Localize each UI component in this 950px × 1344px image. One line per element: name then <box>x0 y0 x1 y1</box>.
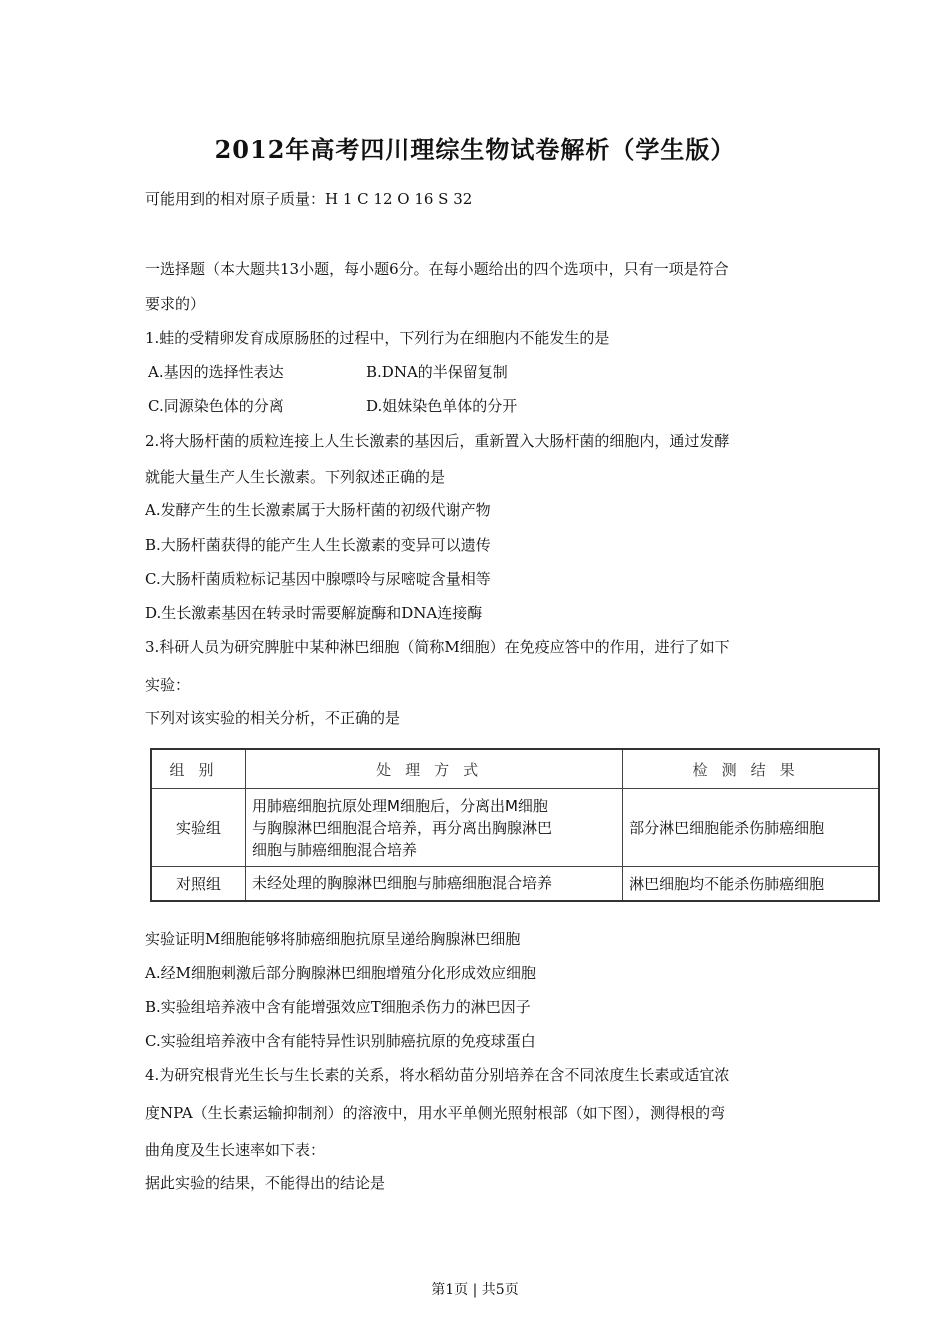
q2-stem-line2: 就能大量生产人生长激素。下列叙述正确的是 <box>145 468 446 486</box>
q1-option-c: C.同源染色体的分离 <box>148 397 284 415</box>
q2-option-d: D.生长激素基因在转录时需要解旋酶和DNA连接酶 <box>145 604 483 622</box>
q4-stem-line3: 曲角度及生长速率如下表： <box>145 1141 326 1159</box>
header-result: 检测结果 <box>623 749 879 789</box>
table-row <box>151 867 879 901</box>
q2-option-b: B.大肠杆菌获得的能产生人生长激素的变异可以遗传 <box>145 536 491 554</box>
q4-stem-line1: 4.为研究根背光生长与生长素的关系，将水稻幼苗分别培养在含不同浓度生长素或适宜浓 <box>145 1066 730 1084</box>
q3-option-c: C.实验组培养液中含有能特异性识别肺癌抗原的免疫球蛋白 <box>145 1032 536 1050</box>
q1-option-a: A.基因的选择性表达 <box>148 363 284 381</box>
q4-stem-line2: 度NPA（生长素运输抑制剂）的溶液中，用水平单侧光照射根部（如下图），测得根的弯 <box>145 1104 726 1122</box>
process-line: 用肺癌细胞抗原处理M细胞后，分离出M细胞 <box>252 796 548 815</box>
header-process: 处理方式 <box>246 749 623 789</box>
q3-option-a: A.经M细胞刺激后部分胸腺淋巴细胞增殖分化形成效应细胞 <box>145 964 536 982</box>
page-footer: 第1页 | 共5页 <box>431 1282 519 1298</box>
q3-stem-line1: 3.科研人员为研究脾脏中某种淋巴细胞（简称M细胞）在免疫应答中的作用，进行了如下 <box>145 638 730 656</box>
q2-stem-line1: 2.将大肠杆菌的质粒连接上人生长激素的基因后，重新置入大肠杆菌的细胞内，通过发酵 <box>145 432 730 450</box>
q4-stem-line4: 据此实验的结果，不能得出的结论是 <box>145 1174 386 1192</box>
q1-stem: 1.蛙的受精卵发育成原肠胚的过程中，下列行为在细胞内不能发生的是 <box>145 329 610 347</box>
row-result: 淋巴细胞均不能杀伤肺癌细胞 <box>623 867 879 901</box>
q2-option-a: A.发酵产生的生长激素属于大肠杆菌的初级代谢产物 <box>145 501 491 519</box>
table-header-row <box>151 749 879 789</box>
q1-option-d: D.姐妹染色单体的分开 <box>366 397 518 415</box>
process-line: 与胸腺淋巴细胞混合培养，再分离出胸腺淋巴 <box>252 818 553 837</box>
row-process <box>246 789 623 867</box>
process-line: 未经处理的胸腺淋巴细胞与肺癌细胞混合培养 <box>252 874 553 893</box>
experiment-table <box>150 748 880 902</box>
table-row <box>151 789 879 867</box>
q3-stem-line3: 下列对该实验的相关分析，不正确的是 <box>145 709 401 727</box>
q1-option-b: B.DNA的半保留复制 <box>366 363 508 381</box>
q3-stem-line2: 实验： <box>145 676 191 694</box>
section-instruction-line1: 一选择题（本大题共13小题，每小题6分。在每小题给出的四个选项中，只有一项是符合 <box>145 260 729 278</box>
row-group: 对照组 <box>151 867 246 901</box>
page-title: 2012年高考四川理综生物试卷解析（学生版） <box>214 135 736 164</box>
section-instruction-line2: 要求的） <box>145 295 206 313</box>
header-group: 组别 <box>151 749 246 789</box>
q3-option-0: 实验证明M细胞能够将肺癌细胞抗原呈递给胸腺淋巴细胞 <box>145 930 521 948</box>
q2-option-c: C.大肠杆菌质粒标记基因中腺嘌呤与尿嘧啶含量相等 <box>145 570 491 588</box>
row-group: 实验组 <box>151 789 246 867</box>
row-result: 部分淋巴细胞能杀伤肺癌细胞 <box>623 789 879 867</box>
row-process <box>246 867 623 901</box>
q3-option-b: B.实验组培养液中含有能增强效应T细胞杀伤力的淋巴因子 <box>145 998 531 1016</box>
atomic-mass-note: 可能用到的相对原子质量：H 1 C 12 O 16 S 32 <box>145 190 473 208</box>
process-line: 细胞与肺癌细胞混合培养 <box>252 840 418 859</box>
